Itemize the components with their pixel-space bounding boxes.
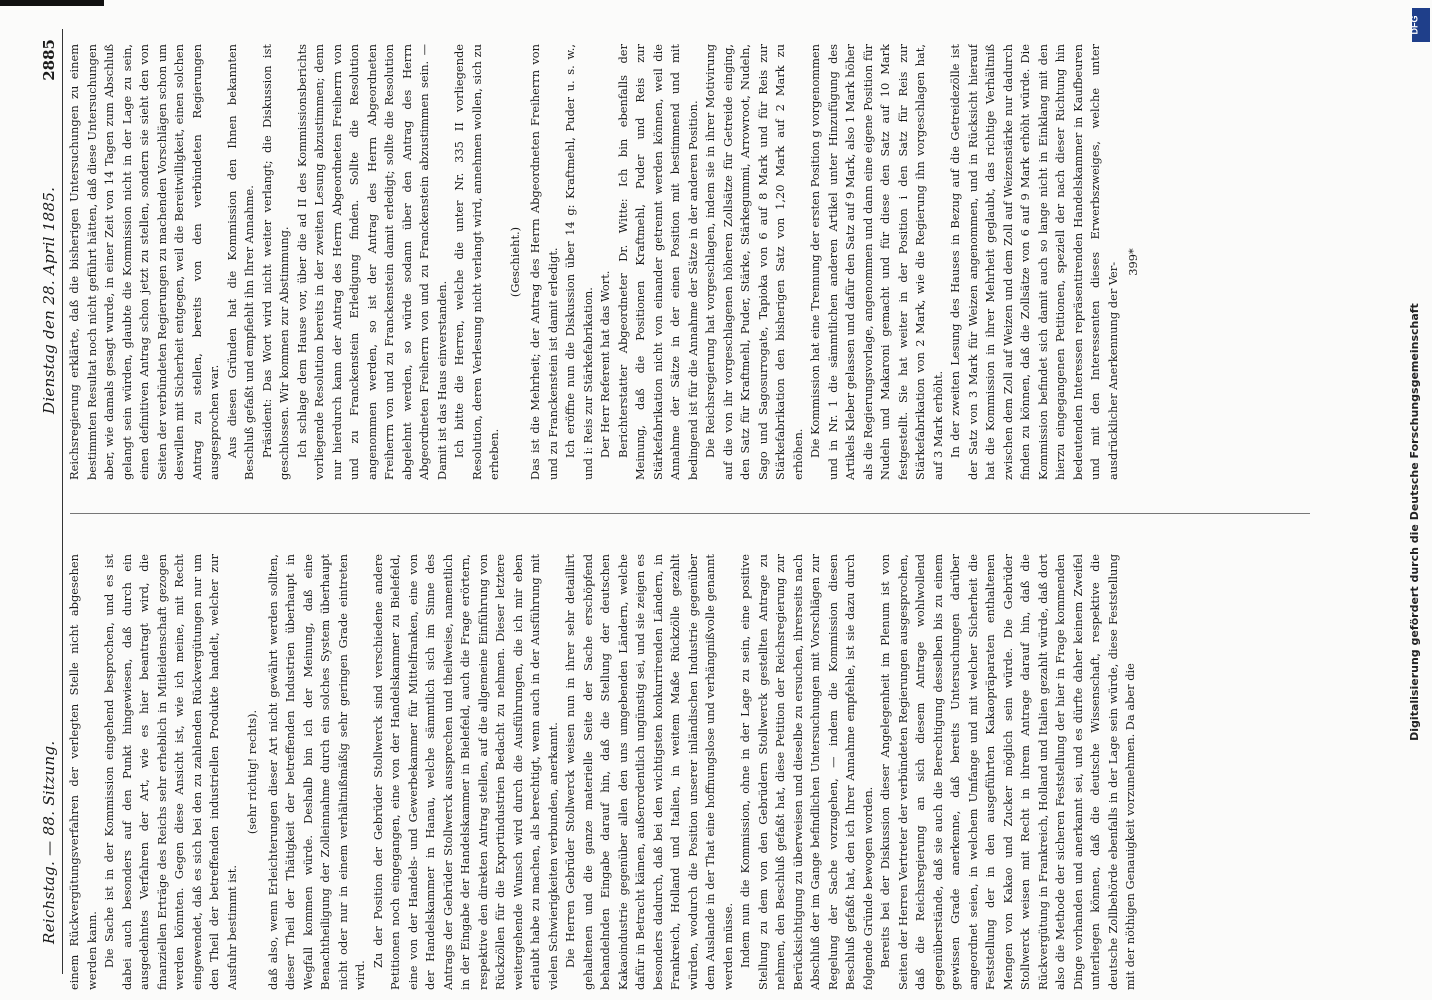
paragraph: Bereits bei der Diskussion dieser Angelegenheit im Plenum ist von Seiten der Herren Vertreter der verbündeten Regierungen ausgesprochen, daß die Reichsregierung an sich diesem Antrage wohlwollend gegenüberstände, daß sie auch die Berechtigung desselben bis zu einem gewissen Grade anerkenne, daß bereits Untersuchungen darüber angeordnet seien, in welchem Umfange und mit welcher Sicherheit die Feststellung der in den ausgeführten Kakaopräparaten enthaltenen Mengen von Kakao und Zucker möglich sein würde. Die Gebrüder Stollwerck weisen mit Recht in ihrem Antrage darauf hin, daß die Rückvergütung in Frankreich, Holland und Italien gezahlt würde, daß dort also die Methode der sicheren Feststellung der hier in Frage kommenden Dinge vorhanden und anerkannt sei, und es dürfte daher keinem Zweifel unterliegen können, daß die deutsche Wissenschaft, respektive die deutsche Zollbehörde ebenfalls in der Lage sein würde, diese Feststellung mit der nöthigen Genauigkeit vorzunehmen. Da aber die bbox=[878, 554, 1137, 990]
signature-mark: 399* bbox=[1126, 248, 1140, 276]
paragraph: Reichsregierung erklärte, daß die bisherigen Untersuchungen zu einem bestimmten Resultat noch nicht geführt hätten, daß diese Untersuchungen aber, wie damals gesagt wurde, in einer Zeit von 14 Tagen zum Abschluß gelangt sein würden, glaubte die Kommission nicht in der Lage zu sein, einen definitiven Antrag schon jetzt zu stellen, sondern sie sieht den von Seiten der verbündeten Regierungen zu machenden Vorschlägen schon um deswillen mit Sicherheit entgegen, weil die Bereitwilligkeit, einen solchen Antrag zu stellen, bereits von den verbündeten Regierungen ausgesprochen war. bbox=[67, 44, 221, 480]
paragraph: Ich eröffne nun die Diskussion über 14 g: Kraftmehl, Puder u. s. w., und i: Reis zur Stärkefabrikation. bbox=[563, 44, 595, 480]
page-number: 2885 bbox=[40, 39, 58, 81]
credit-text: Digitalisierung gefördert durch die Deutsche Forschungsgemeinschaft bbox=[1408, 303, 1421, 741]
paragraph: Ich bitte die Herren, welche die unter Nr. 335 II vorliegende Resolution, deren Verlesung nicht verlangt wird, annehmen wollen, sich zu erheben. bbox=[452, 44, 501, 480]
header-session: Reichstag. — 88. Sitzung. bbox=[40, 740, 58, 944]
paragraph: Die Sache ist in der Kommission eingehend besprochen, und es ist dabei auch besonders auf den Punkt hingewiesen, daß durch ein ausgedehntes Verfahren der Art, wie es hier beantragt wird, die finanziellen Erträge des Reichs sehr erheblich in Mitleidenschaft gezogen werden könnten. Gegen diese Ansicht ist, wie ich meine, mit Recht eingewendet, daß es sich bei den zu zahlenden Rückvergütungen nur um den Theil der betreffenden industriellen Produkte handelt, welcher zur Ausfuhr bestimmt ist. bbox=[102, 554, 239, 990]
paragraph: einem Rückvergütungsverfahren der verlegten Stelle nicht abgesehen werden kann. bbox=[67, 554, 99, 990]
paragraph: Die Kommission hat eine Trennung der ersten Position g vorgenommen und in Nr. 1 die sämmtlichen anderen Artikel unter Hinzufügung des Artikels Kleber gelassen und dafür den Satz auf 9 Mark, also 1 Mark höher als die Regierungsvorlage, angenommen und dann eine eigene Position für Nudeln und Makaroni gemacht und für diese den Satz auf 10 Mark festgestellt. Sie hat weiter in der Position i den Satz für Reis zur Stärkefabrikation von 2 Mark, wie die Regierung ihn vorgeschlagen hat, auf 3 Mark erhöht. bbox=[808, 44, 945, 480]
right-text-column bbox=[66, 44, 1316, 480]
paragraph: Das ist die Mehrheit; der Antrag des Herrn Abgeordneten Freiherrn von und zu Franckenstein ist damit erledigt. bbox=[528, 44, 560, 480]
paragraph: Berichterstatter Abgeordneter Dr. Witte: Ich bin ebenfalls der Meinung, daß die Positionen Kraftmehl, Puder und Reis zur Stärkefabrikation nicht von einander getrennt werden können, weil die Annahme der Sätze in der einen Position mit bestimmend und mit bedingend ist für die Annahme der Sätze in der anderen Position. bbox=[615, 44, 700, 480]
paragraph: Zu der Position der Gebrüder Stollwerck sind verschiedene andere Petitionen noch eingegangen, eine von der Handelskammer zu Bielefeld, eine von der Handels- und Gewerbekammer für Mittelfranken, eine von der Handelskammer in Hanau, welche sämmtlich sich im Sinne des Antrags der Gebrüder Stollwerck aussprechen und theilweise, namentlich in der Eingabe der Handelskammer in Bielefeld, auch die Frage erörtern, respektive den direkten Antrag stellen, auf die allgemeine Einführung von Rückzöllen für die Exportindustrien Bedacht zu nehmen. Dieser letztere weitergehende Wunsch wird durch die Ausführungen, die ich mir eben erlaubt habe zu machen, als berechtigt, wenn auch in der Ausführung mit vielen Schwierigkeiten verbunden, anerkannt. bbox=[370, 554, 560, 990]
page-header bbox=[36, 29, 63, 974]
interjection: (sehr richtig! rechts). bbox=[245, 709, 259, 835]
dfg-logo-text: DFG bbox=[1409, 15, 1420, 35]
header-date: Dienstag den 28. April 1885. bbox=[40, 186, 58, 414]
left-text-column bbox=[66, 554, 1316, 990]
digitization-credit bbox=[1408, 48, 1428, 996]
paragraph: In der zweiten Lesung des Hauses in Bezug auf die Getreidezölle ist der Satz von 3 Mark für Weizen angenommen, und in Rücksicht hierauf hat die Kommission in ihrer Mehrheit geglaubt, das richtige Verhältniß zwischen dem Zoll auf Weizen und dem Zoll auf Weizenstärke nur dadurch finden zu können, daß die Zollsätze von 6 auf 9 Mark erhöht würde. Die Kommission befindet sich damit auch so lange nicht in Einklang mit den hierzu eingegangenen Petitionen, speziell der nach dieser Richtung hin bedeutenden Interessen repräsentirenden Handelskammer in Kaufbeuren und mit den Interessenten dieses Erwerbszweiges, welche unter ausdrücklicher Anerkennung der Ver- bbox=[948, 44, 1120, 480]
dfg-logo bbox=[1409, 8, 1430, 42]
paragraph: Präsident: Das Wort wird nicht weiter verlangt; die Diskussion ist geschlossen. Wir kommen zur Abstimmung. bbox=[259, 44, 291, 480]
paragraph: Der Herr Referent hat das Wort. bbox=[598, 270, 612, 458]
paragraph: Indem nun die Kommission, ohne in der Lage zu sein, eine positive Stellung zu dem von den Gebrüdern Stollwerck gestellten Antrage zu nehmen, den Beschluß gefaßt hat, diese Petition der Reichsregierung zur Berücksichtigung zu überweisen und dieselbe zu ersuchen, ihrerseits nach Abschluß der im Gange befindlichen Untersuchungen mit Vorschlägen zur Regelung der Sache vorzugehen, — indem die Kommission diesen Beschluß gefaßt hat, den ich Ihrer Annahme empfehle, ist sie dazu durch folgende Gründe bewogen worden. bbox=[738, 554, 875, 990]
paragraph: Die Herren Gebrüder Stollwerck weisen nun in ihrer sehr detaillirt gehaltenen und die ganze materielle Seite der Sache erschöpfend behandelnden Eingabe darauf hin, daß die Stellung der deutschen Kakaoindustrie gegenüber allen den uns umgebenden Ländern, welche dafür in Betracht kämen, außerordentlich ungünstig sei, und sie zeigen es besonders dadurch, daß bei den wichtigsten konkurrirenden Ländern, in Frankreich, Holland und Italien, in weitem Maße Rückzölle gezahlt würden, wodurch die Position unserer inländischen Industrie gegenüber dem Auslande in der That eine hoffnungslose und verhängnißvolle genannt werden müsse. bbox=[563, 554, 735, 990]
column-divider bbox=[70, 513, 1310, 514]
paragraph: Ich schlage dem Hause vor, über die ad II des Kommissionsberichts vorliegende Resolution bereits in der zweiten Lesung abzustimmen; denn nur hierdurch kann der Antrag des Herrn Abgeordneten Freiherrn von und zu Franckenstein Erledigung finden. Sollte die Resolution angenommen werden, so ist der Antrag des Herrn Abgeordneten Freiherrn von und zu Franckenstein damit erledigt; sollte die Resolution abgelehnt werden, so würde sodann über den Antrag des Herrn Abgeordneten Freiherrn von und zu Franckenstein abzustimmen sein. — Damit ist das Haus einverstanden. bbox=[294, 44, 449, 480]
paragraph: Die Reichsregierung hat vorgeschlagen, indem sie in ihrer Motivirung auf die von ihr vorgeschlagenen höheren Zollsätze für Getreide einging, den Satz für Kraftmehl, Puder, Stärke, Stärkegummi, Arrowroot, Nudeln, Sago und Sagosurrogate, Tapioka von 6 auf 8 Mark und für Reis zur Stärkefabrikation den bisherigen Satz von 1,20 Mark auf 2 Mark zu erhöhen. bbox=[703, 44, 805, 480]
interjection: (Geschieht.) bbox=[507, 226, 522, 298]
paragraph: daß also, wenn Erleichterungen dieser Art nicht gewährt werden sollten, dieser Theil der Thätigkeit der betreffenden Industrien überhaupt in Wegfall kommen würde. Deshalb bin ich der Meinung, daß eine Benachtheiligung der Zolleinnahme durch ein solches System überhaupt nicht oder nur in einem verhältnißmäßig sehr geringen Grade eintreten wird. bbox=[265, 554, 367, 990]
paragraph: Aus diesen Gründen hat die Kommission den Ihnen bekannten Beschluß gefaßt und empfiehlt ihn Ihrer Annahme. bbox=[224, 44, 256, 480]
